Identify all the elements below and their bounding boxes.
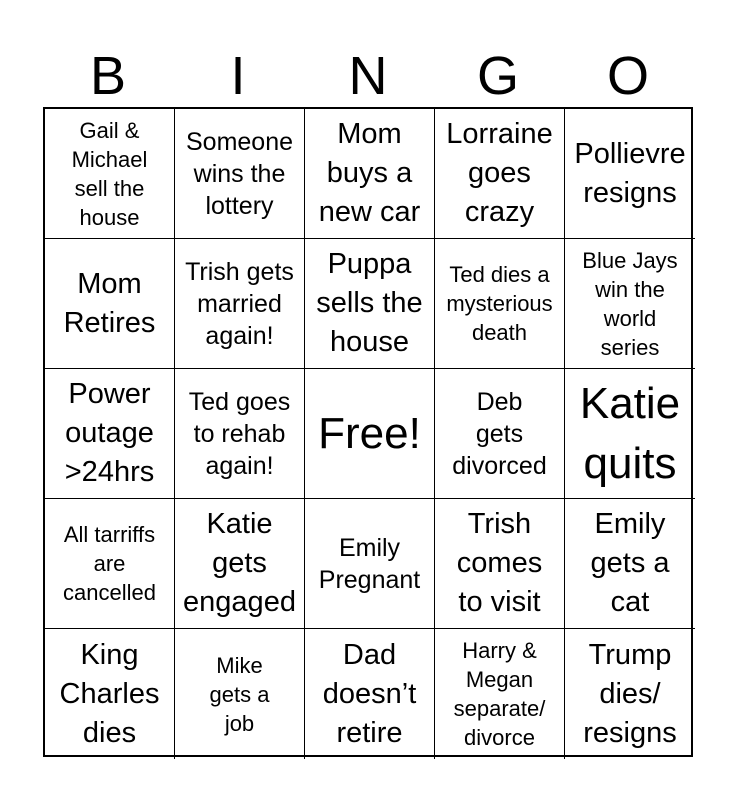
bingo-cell-r3-c5[interactable]: Katie quits: [565, 369, 695, 499]
bingo-header: [43, 44, 693, 108]
bingo-cell-r4-c4[interactable]: Trish comes to visit: [435, 499, 565, 629]
bingo-cell-r5-c4[interactable]: Harry & Megan separate/ divorce: [435, 629, 565, 759]
header-letter-i: I: [230, 46, 246, 106]
bingo-cell-r3-c1[interactable]: Power outage >24hrs: [45, 369, 175, 499]
header-letter-o: O: [606, 46, 649, 106]
bingo-cell-r4-c3[interactable]: Emily Pregnant: [305, 499, 435, 629]
header-letter-n: N: [348, 46, 388, 106]
bingo-cell-r2-c3[interactable]: Puppa sells the house: [305, 239, 435, 369]
bingo-cell-r2-c1[interactable]: Mom Retires: [45, 239, 175, 369]
bingo-cell-r5-c3[interactable]: Dad doesn’t retire: [305, 629, 435, 759]
bingo-cell-r2-c4[interactable]: Ted dies a mysterious death: [435, 239, 565, 369]
bingo-cell-r4-c1[interactable]: All tarriffs are cancelled: [45, 499, 175, 629]
bingo-cell-r2-c5[interactable]: Blue Jays win the world series: [565, 239, 695, 369]
bingo-cell-r4-c2[interactable]: Katie gets engaged: [175, 499, 305, 629]
bingo-cell-r1-c5[interactable]: Pollievre resigns: [565, 109, 695, 239]
bingo-cell-free[interactable]: Free!: [305, 369, 435, 499]
bingo-cell-r4-c5[interactable]: Emily gets a cat: [565, 499, 695, 629]
bingo-cell-r3-c2[interactable]: Ted goes to rehab again!: [175, 369, 305, 499]
header-letter-g: G: [476, 46, 519, 106]
bingo-cell-r2-c2[interactable]: Trish gets married again!: [175, 239, 305, 369]
bingo-grid: [43, 107, 693, 757]
bingo-cell-r3-c4[interactable]: Deb gets divorced: [435, 369, 565, 499]
bingo-cell-r5-c2[interactable]: Mike gets a job: [175, 629, 305, 759]
bingo-cell-r1-c4[interactable]: Lorraine goes crazy: [435, 109, 565, 239]
bingo-cell-r5-c1[interactable]: King Charles dies: [45, 629, 175, 759]
bingo-cell-r5-c5[interactable]: Trump dies/ resigns: [583, 638, 677, 749]
bingo-cell-r1-c3[interactable]: Mom buys a new car: [305, 109, 435, 239]
header-letter-b: B: [89, 46, 127, 106]
bingo-cell-r1-c1[interactable]: Gail & Michael sell the house: [45, 109, 175, 239]
bingo-cell-r1-c2[interactable]: Someone wins the lottery: [175, 109, 305, 239]
